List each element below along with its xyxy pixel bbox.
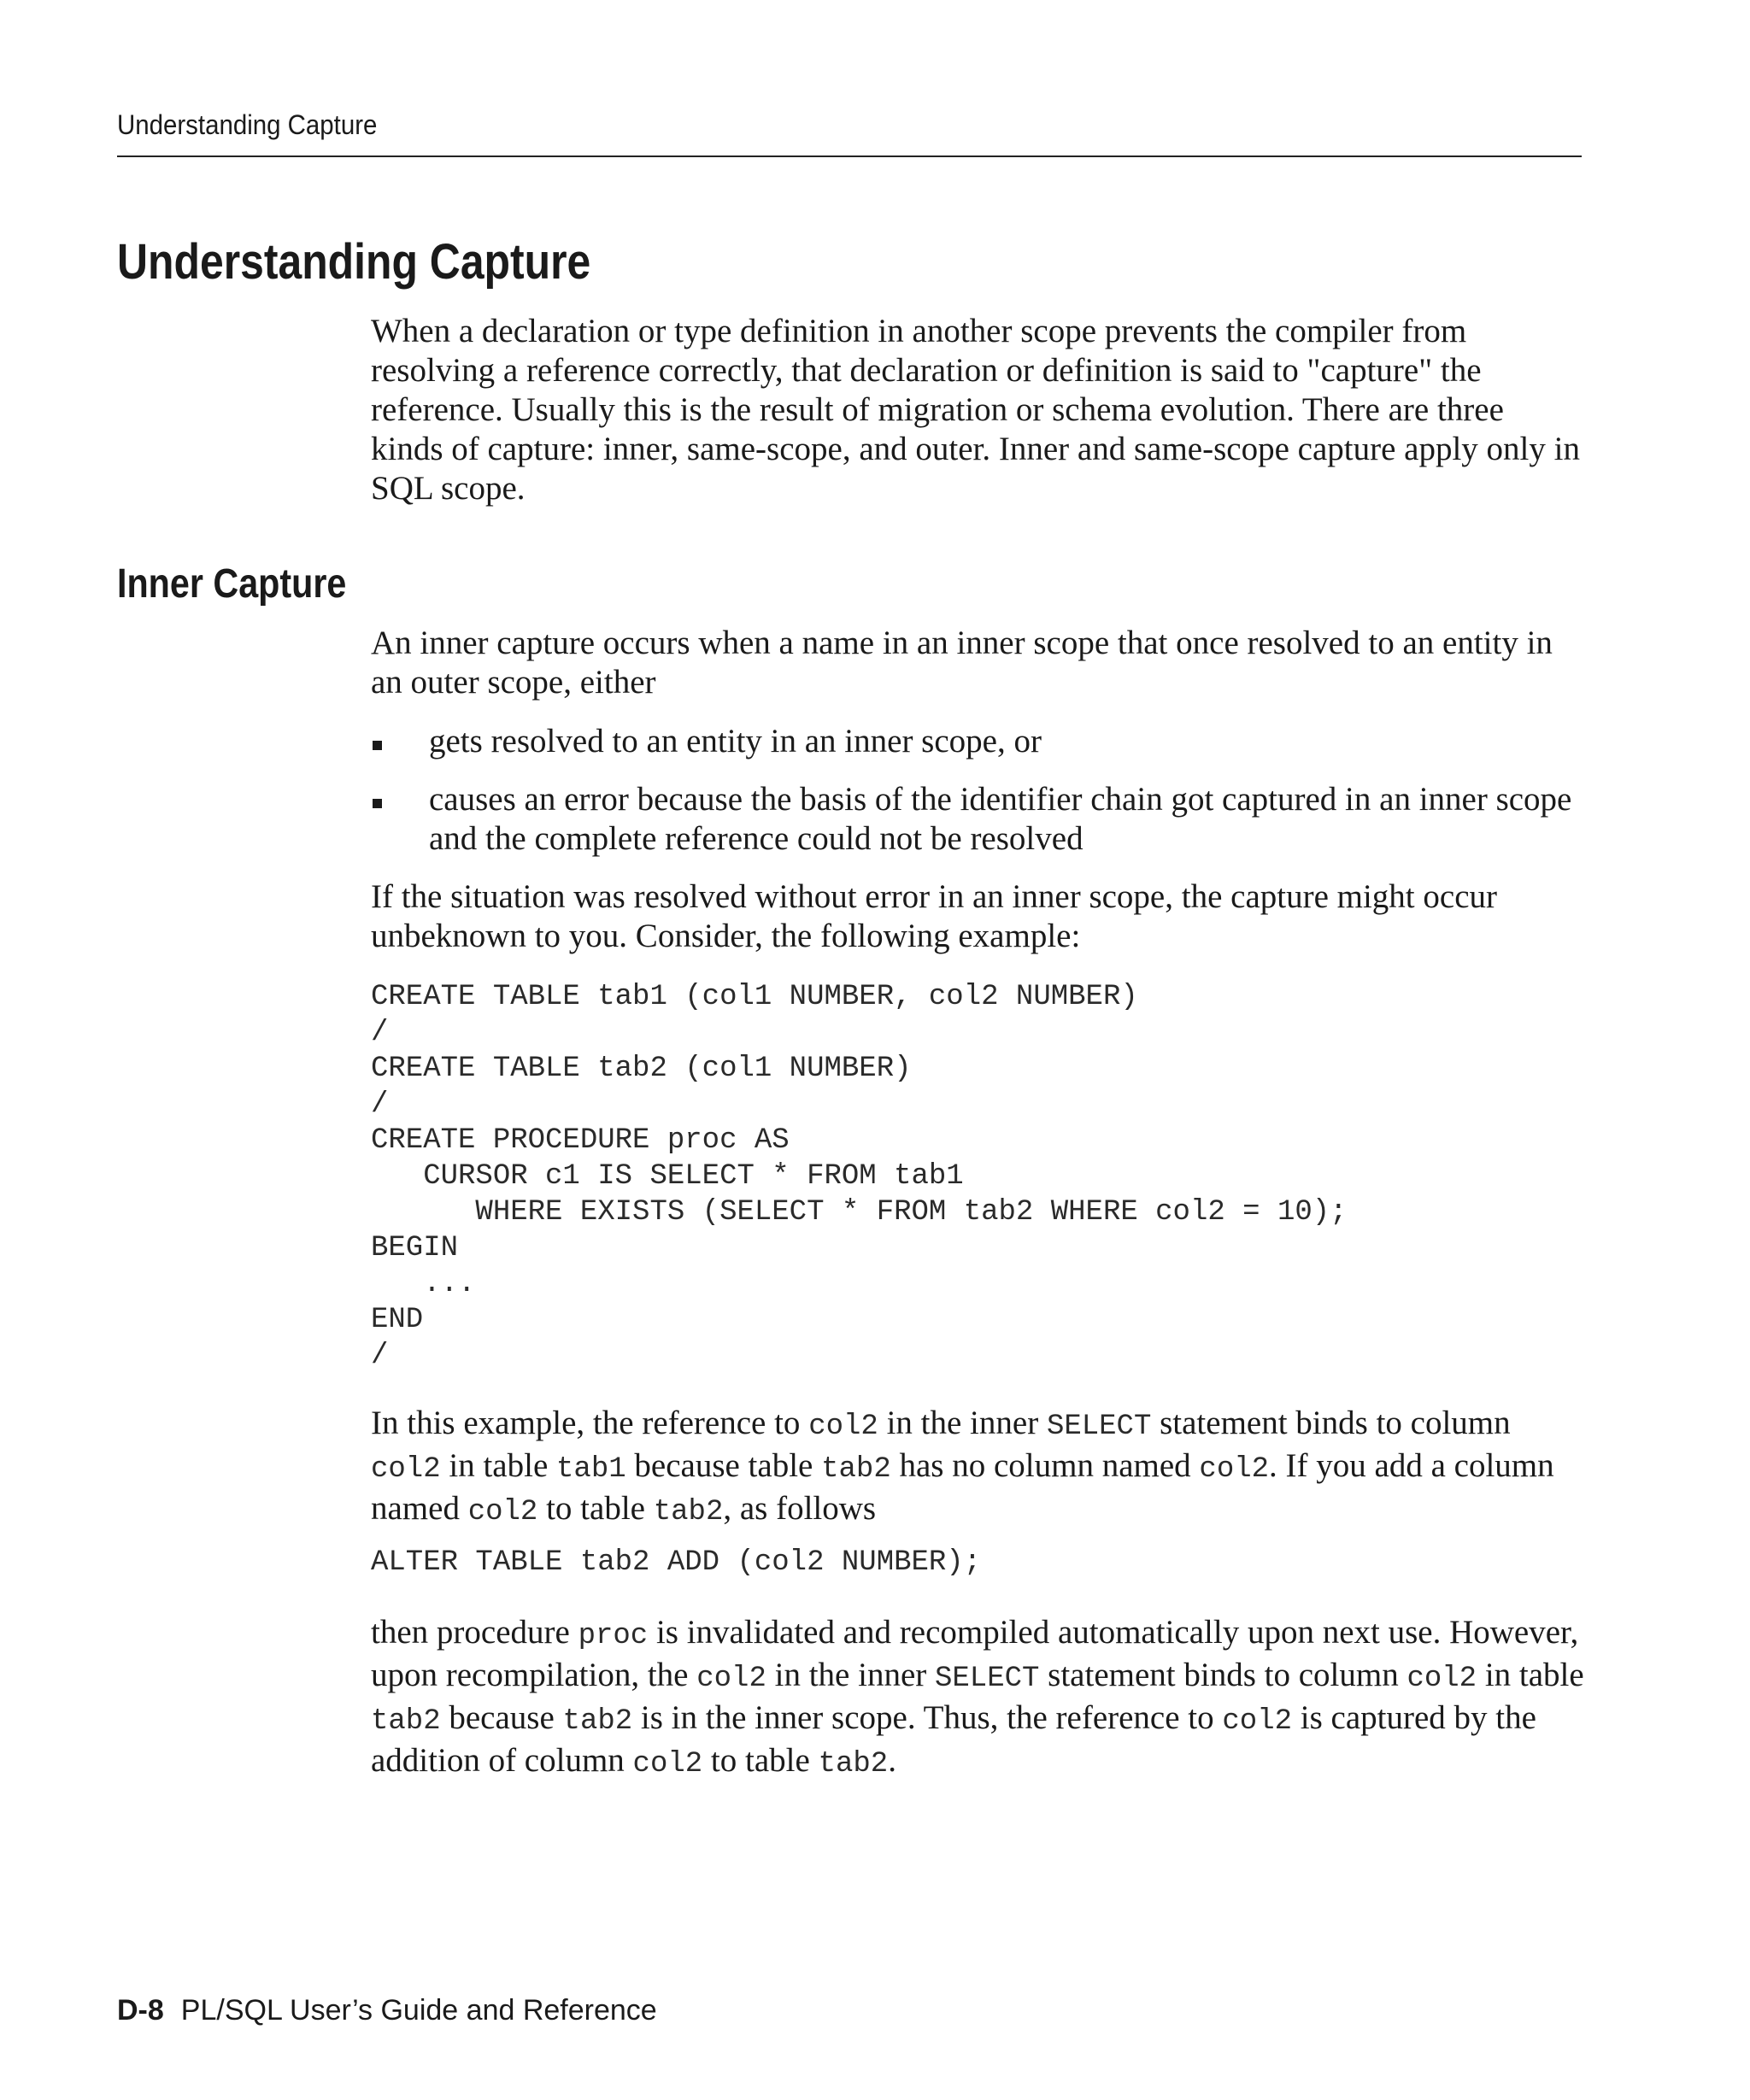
page-footer [117, 1994, 657, 2027]
inline-code: tab2 [821, 1453, 891, 1486]
text-run: . If you add a column named [371, 1447, 1554, 1527]
bullet-list [371, 722, 1584, 877]
alter-code: ALTER TABLE tab2 ADD (col2 NUMBER); [371, 1546, 982, 1579]
bullet-text: gets resolved to an entity in an inner scope, or [429, 723, 1042, 760]
subsection-title: Inner Capture [117, 561, 347, 607]
text-run: statement binds to column [1151, 1405, 1511, 1441]
text-run: because [440, 1699, 563, 1736]
conclusion-paragraph [371, 1613, 1584, 1784]
text-run: , as follows [723, 1490, 877, 1527]
text-run: is invalidated and recompiled automatically upon next use. However, upon recompilation, the [371, 1614, 1579, 1693]
text-run: in the inner [878, 1405, 1047, 1441]
inline-code: col2 [467, 1496, 538, 1528]
text-run: in table [440, 1447, 557, 1484]
inline-code: col2 [808, 1411, 878, 1443]
inline-code: col2 [371, 1453, 441, 1486]
inline-code: tab2 [818, 1748, 889, 1780]
lead-paragraph: An inner capture occurs when a name in an inner scope that once resolved to an entity in an outer scope, either [371, 625, 1553, 701]
text-run: to table [537, 1490, 654, 1527]
inline-code: tab2 [653, 1496, 724, 1528]
inline-code: SELECT [935, 1663, 1040, 1695]
text-run: because table [625, 1447, 822, 1484]
text-run: statement binds to column [1039, 1657, 1407, 1693]
explanation-paragraph [371, 1404, 1584, 1532]
bullet-item [371, 722, 1584, 761]
inline-code: col2 [696, 1663, 766, 1695]
situation-paragraph: If the situation was resolved without error in an inner scope, the capture might occur unbeknown to you. Consider, the following example: [371, 878, 1498, 954]
inline-code: col2 [632, 1748, 703, 1780]
inline-code: col2 [1222, 1705, 1293, 1738]
running-header: Understanding Capture [117, 109, 378, 140]
header-rule [117, 155, 1582, 157]
text-run: . [888, 1742, 896, 1779]
text-run: In this example, the reference to [371, 1405, 809, 1441]
code-example: CREATE TABLE tab1 (col1 NUMBER, col2 NUMBER) / CREATE TABLE tab2 (col1 NUMBER) / CREATE PROCEDURE proc AS CURSOR c1 IS SELECT * FROM tab1 WHERE EXISTS (SELECT * FROM tab2 WHERE col2 = 10); BEGIN ... END / [371, 981, 1348, 1372]
text-run: then procedure [371, 1614, 578, 1651]
text-run: has no column named [890, 1447, 1200, 1484]
inline-code: SELECT [1046, 1411, 1152, 1443]
inline-code: tab1 [556, 1453, 626, 1486]
inline-code: proc [578, 1620, 649, 1652]
intro-paragraph: When a declaration or type definition in another scope prevents the compiler from resolving a reference correctly, that declaration or definition is said to "capture" the reference. Usually this is the result of migration or schema evolution. There are three kinds of capture: inner, same-scope, and outer. Inner and same-scope capture apply only in SQL scope. [371, 313, 1580, 507]
section-title: Understanding Capture [117, 234, 591, 290]
book-title: PL/SQL User’s Guide and Reference [180, 1994, 657, 2027]
bullet-square-icon [373, 741, 382, 750]
bullet-square-icon [373, 799, 382, 808]
inline-code: col2 [1406, 1663, 1477, 1695]
inline-code: tab2 [562, 1705, 633, 1738]
bullet-text: causes an error because the basis of the identifier chain got captured in an inner scope and the complete reference could not be resolved [429, 781, 1572, 857]
inline-code: col2 [1199, 1453, 1270, 1486]
text-run: to table [702, 1742, 819, 1779]
inline-code: tab2 [371, 1705, 441, 1738]
text-run: is in the inner scope. Thus, the reference to [632, 1699, 1223, 1736]
text-run: in the inner [766, 1657, 935, 1693]
bullet-item [371, 780, 1584, 859]
text-run: in table [1477, 1657, 1584, 1693]
text-run: is captured by the addition of column [371, 1699, 1536, 1779]
page-number: D-8 [117, 1994, 164, 2027]
